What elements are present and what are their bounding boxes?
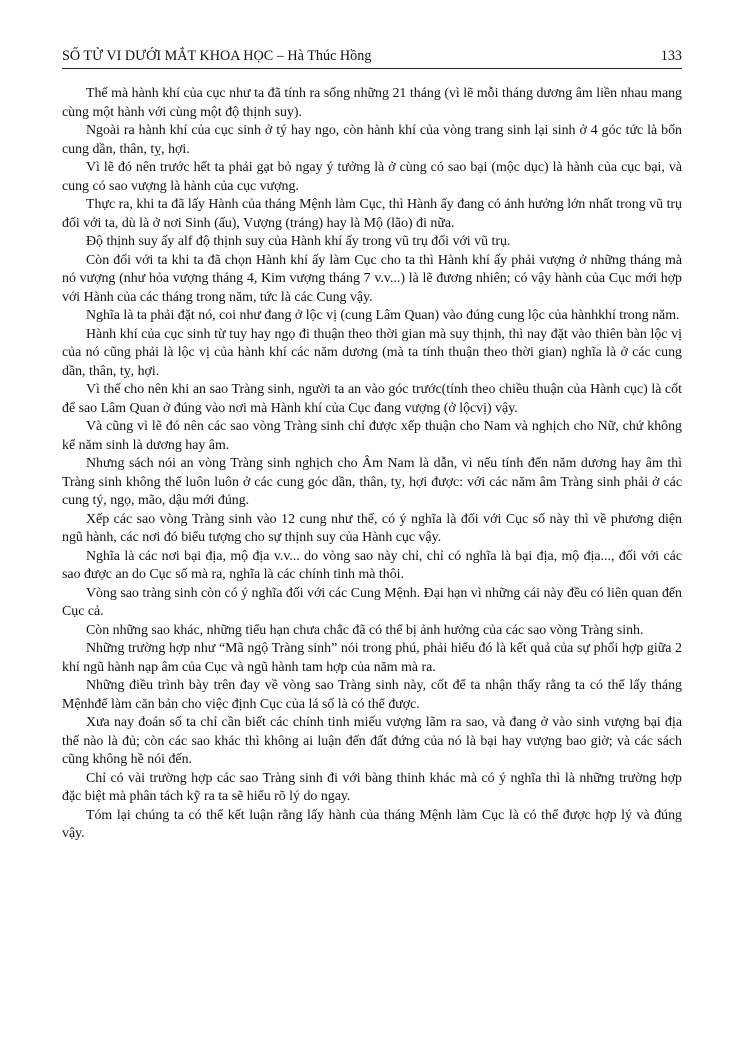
paragraph: Độ thịnh suy ấy alf độ thịnh suy của Hành khí ấy trong vũ trụ đối với vũ trụ. xyxy=(86,234,511,249)
page-number: 133 xyxy=(660,48,682,64)
paragraph: Vì thế cho nên khi an sao Tràng sinh, người ta an vào góc trước(tính theo chiều thuận của Hành cục) là cốt để sao Lâm Quan ở đúng vào nơi mà Hành khí của Cục đang vượng (ở lộcvị) vậy. xyxy=(62,382,682,416)
paragraph: Nghĩa là ta phải đặt nó, coi như đang ở lộc vị (cung Lâm Quan) vào đúng cung lộc của hànhkhí trong năm. xyxy=(86,308,680,323)
paragraph: Vòng sao tràng sinh còn có ý nghĩa đối với các Cung Mệnh. Đại hạn vì những cái này đều có liên quan đến Cục cả. xyxy=(62,585,682,619)
paragraph: Còn đối với ta khi ta đã chọn Hành khí ấy làm Cục cho ta thì Hành khí ấy phải vượng ở những tháng mà nó vượng (như hỏa vượng tháng 4, Kim vượng tháng 7 v.v...) là lẽ đương nhiên; có vậy hành của Cục mới hợp với Hành của các tháng trong năm, tức là các Cung vậy. xyxy=(62,252,682,305)
paragraph: Chỉ có vài trường hợp các sao Tràng sinh đi với bàng thinh khác mà có ý nghĩa thì là những trường hợp đặc biệt mà phân tách kỹ ra ta sẽ hiểu rõ lý do ngay. xyxy=(62,770,682,804)
paragraph: Thực ra, khi ta đã lấy Hành của tháng Mệnh làm Cục, thì Hành ấy đang có ảnh hưởng lớn nhất trong vũ trụ đối với ta, dù là ở nơi Sinh (ấu), Vượng (tráng) hay là Mộ (lão) đi nữa. xyxy=(62,197,682,231)
running-header xyxy=(62,46,682,69)
paragraph: Nghĩa là các nơi bại địa, mộ địa v.v... do vòng sao này chỉ, chỉ có nghĩa là bại địa, mộ địa..., đối với các sao được an do Cục số mà ra, nghĩa là các chính tinh mà thôi. xyxy=(62,548,682,582)
paragraph: Thế mà hành khí của cục như ta đã tính ra sống những 21 tháng (vì lẽ mỗi tháng dương âm liền nhau mang cùng một hành với cùng một độ thịnh suy). xyxy=(62,86,682,120)
paragraph: Những điều trình bày trên đay về vòng sao Tràng sinh này, cốt để ta nhận thấy rằng ta có thể lấy tháng Mệnhđể làm căn bản cho việc định Cục của lá số là có thể được. xyxy=(62,678,682,712)
paragraph: Những trường hợp như “Mã ngộ Tràng sinh” nói trong phú, phải hiểu đó là kết quả của sự phối hợp giữa 2 khí ngũ hành nạp âm của Cục và ngũ hành tam hợp của năm mà ra. xyxy=(62,641,682,675)
paragraph: Vì lẽ đó nên trước hết ta phải gạt bỏ ngay ý tưởng là ở cùng có sao bại (mộc dục) là hành của cục bại, và cung có sao vượng là hành của cục vượng. xyxy=(62,160,682,194)
paragraph: Xưa nay đoán số ta chỉ cần biết các chính tinh miếu vượng lãm ra sao, và đang ở vào sinh vượng bại địa thế nào là đủ; còn các sao khác thì không ai luận đến đất đứng của nó là bại hay vượng bao giờ; và các sách cũng không hề nói đến. xyxy=(62,715,682,767)
header-title: SỐ TỬ VI DƯỚI MẮT KHOA HỌC – Hà Thúc Hồng xyxy=(62,48,372,64)
paragraph: Hành khí của cục sinh từ tuy hay ngọ đi thuận theo thời gian mà suy thịnh, thì nay đặt vào thiên bàn lộc vị của nó cũng phải là lộc vị của hành khí các năm dương (mà ta tính thuận theo thời gian) nghĩa là ở các cung dần, thân, tỵ, hợi. xyxy=(62,326,682,379)
body-text xyxy=(62,85,682,844)
paragraph: Tóm lại chúng ta có thể kết luận rằng lấy hành của tháng Mệnh làm Cục là có thể được hợp lý và đúng vậy. xyxy=(62,807,682,841)
paragraph: Nhưng sách nói an vòng Tràng sinh nghịch cho Âm Nam là dẫn, vì nếu tính đến năm dương hay âm thì Tràng sinh không thể luôn luôn ở các cung góc dần, thân, tỵ, hợi được: với các năm âm Tràng sinh phải ở các cung tý, ngọ, mão, dậu mới đúng. xyxy=(62,456,682,508)
paragraph: Xếp các sao vòng Tràng sinh vào 12 cung như thế, có ý nghĩa là đối với Cục số này thì về phương diện ngũ hành, các nơi đó biểu tượng cho sự thịnh suy của Hành cục vậy. xyxy=(62,511,682,545)
paragraph: Ngoài ra hành khí của cục sinh ở tý hay ngo, còn hành khí của vòng trang sinh lại sinh ở 4 góc tức là bốn cung dần, thân, tỵ, hợi. xyxy=(62,123,682,157)
paragraph: Và cũng vì lẽ đó nên các sao vòng Tràng sinh chỉ được xếp thuận cho Nam và nghịch cho Nữ, chứ không kể năm sinh là dương hay âm. xyxy=(62,419,682,453)
paragraph: Còn những sao khác, những tiểu hạn chưa chắc đã có thể bị ảnh hưởng của các sao vòng Tràng sinh. xyxy=(86,622,644,638)
